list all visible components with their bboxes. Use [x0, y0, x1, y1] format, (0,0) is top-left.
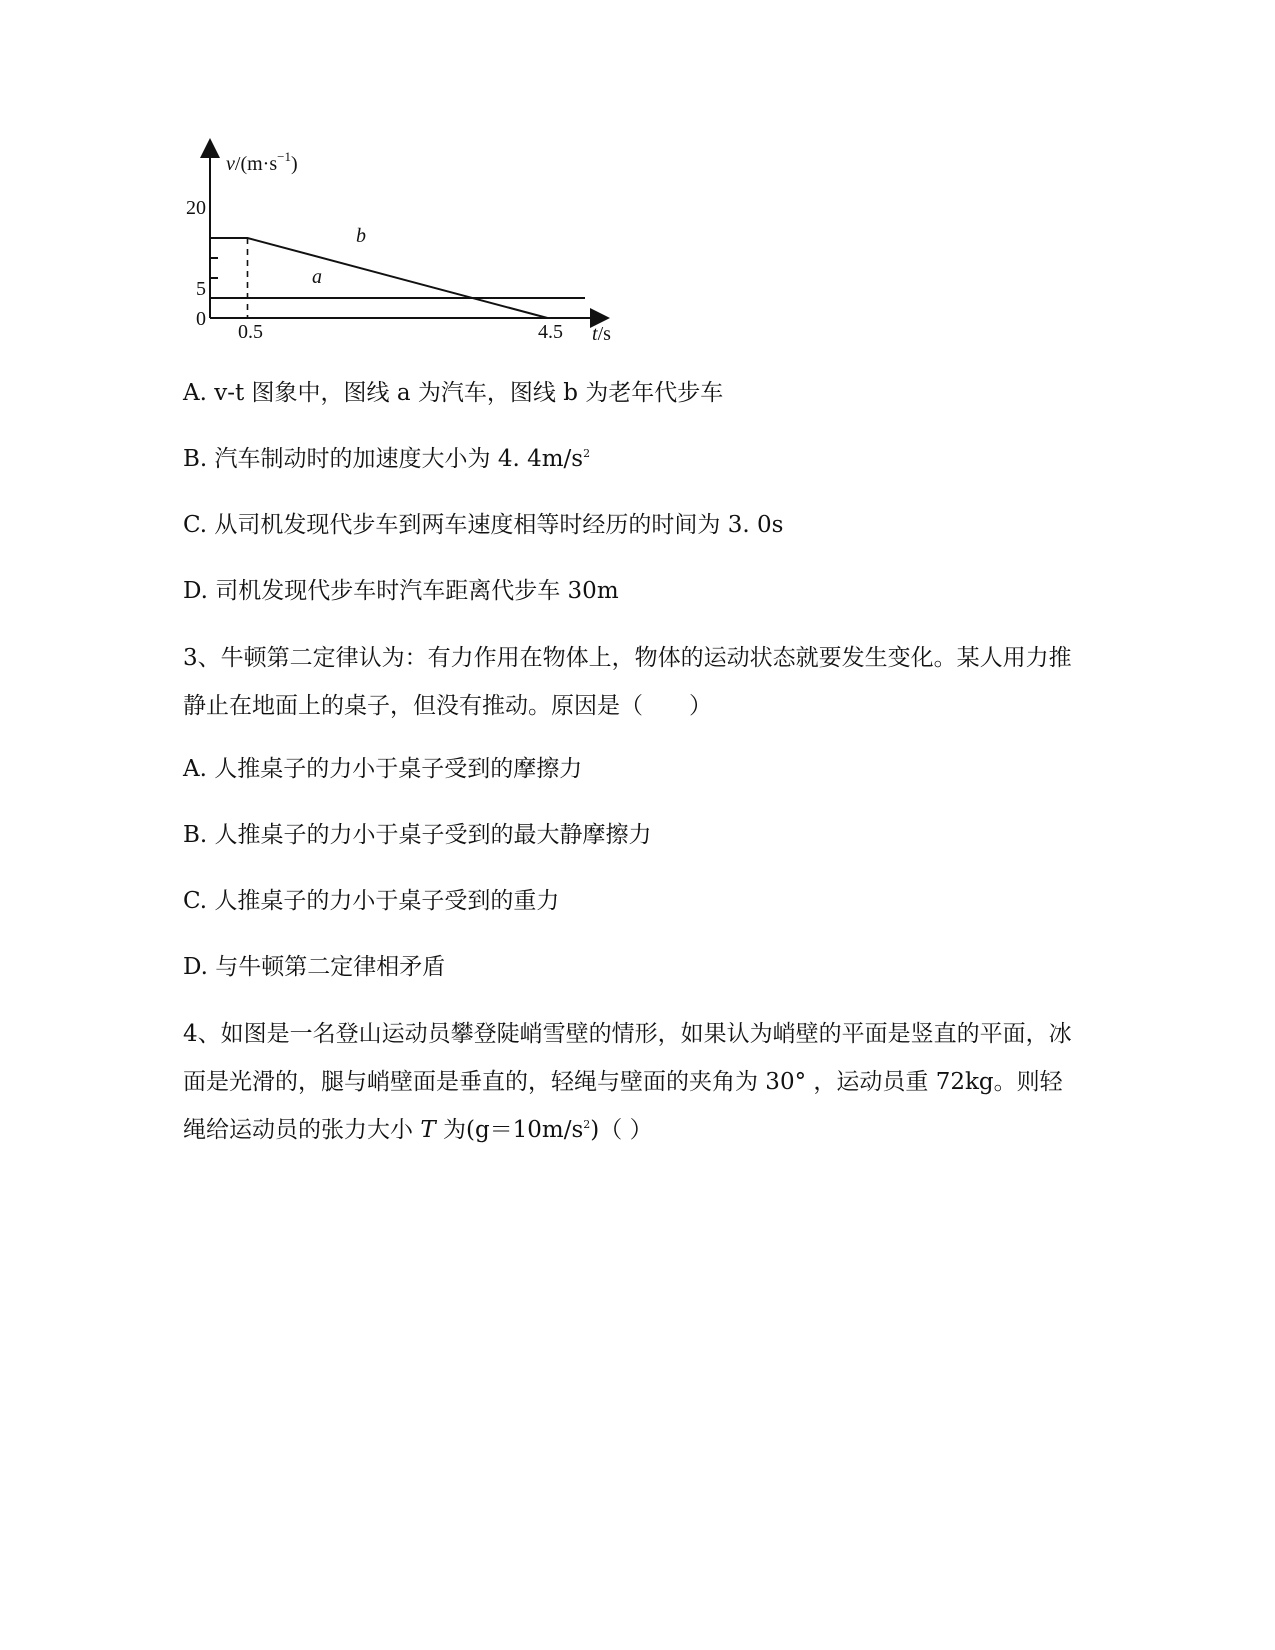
- q2-option-d: D. 司机发现代步车时汽车距离代步车 30m: [183, 578, 619, 604]
- y-tick-label-5: 5: [196, 278, 206, 300]
- q4-stem: 4、如图是一名登山运动员攀登陡峭雪壁的情形，如果认为峭壁的平面是竖直的平面，冰面是光滑的，腿与峭壁面是垂直的，轻绳与壁面的夹角为 30° ，运动员重 72kg。则轻绳给运动员的张力大小 T 为$(g=10m/s^2)$（ ）: [183, 1021, 1072, 1143]
- series-group: [210, 238, 585, 318]
- q3-option-a: A. 人推桌子的力小于桌子受到的摩擦力: [183, 756, 583, 782]
- q2-option-b: B. 汽车制动时的加速度大小为 4. $4m/s^2$: [183, 446, 591, 472]
- q3-option-b: B. 人推桌子的力小于桌子受到的最大静摩擦力: [183, 822, 652, 848]
- y-axis-ticks: [210, 238, 218, 298]
- q2-option-c: C. 从司机发现代步车到两车速度相等时经历的时间为 3. 0s: [183, 512, 784, 538]
- x-tick-label-4.5: 4.5: [538, 321, 563, 343]
- q3-option-c: C. 人推桌子的力小于桌子受到的重力: [183, 888, 560, 914]
- q3-stem: 3、牛顿第二定律认为：有力作用在物体上，物体的运动状态就要发生变化。某人用力推静止在地面上的桌子，但没有推动。原因是（ ）: [183, 645, 1072, 719]
- line-b-label: b: [356, 225, 366, 247]
- x-tick-label-0.5: 0.5: [238, 321, 263, 343]
- line-a-label: a: [312, 266, 322, 288]
- q3-option-d: D. 与牛顿第二定律相矛盾: [183, 954, 446, 980]
- q2-option-a: A. v-t 图象中，图线 a 为汽车，图线 b 为老年代步车: [183, 380, 724, 406]
- x-axis-label: t/s: [592, 323, 611, 345]
- vt-graph: [150, 130, 670, 370]
- y-tick-label-20: 20: [186, 197, 206, 219]
- y-axis-label: $v/(m\cdot s^{-1})$: [226, 149, 298, 175]
- series-line-b: [210, 238, 548, 318]
- y-tick-label-0: 0: [196, 308, 206, 330]
